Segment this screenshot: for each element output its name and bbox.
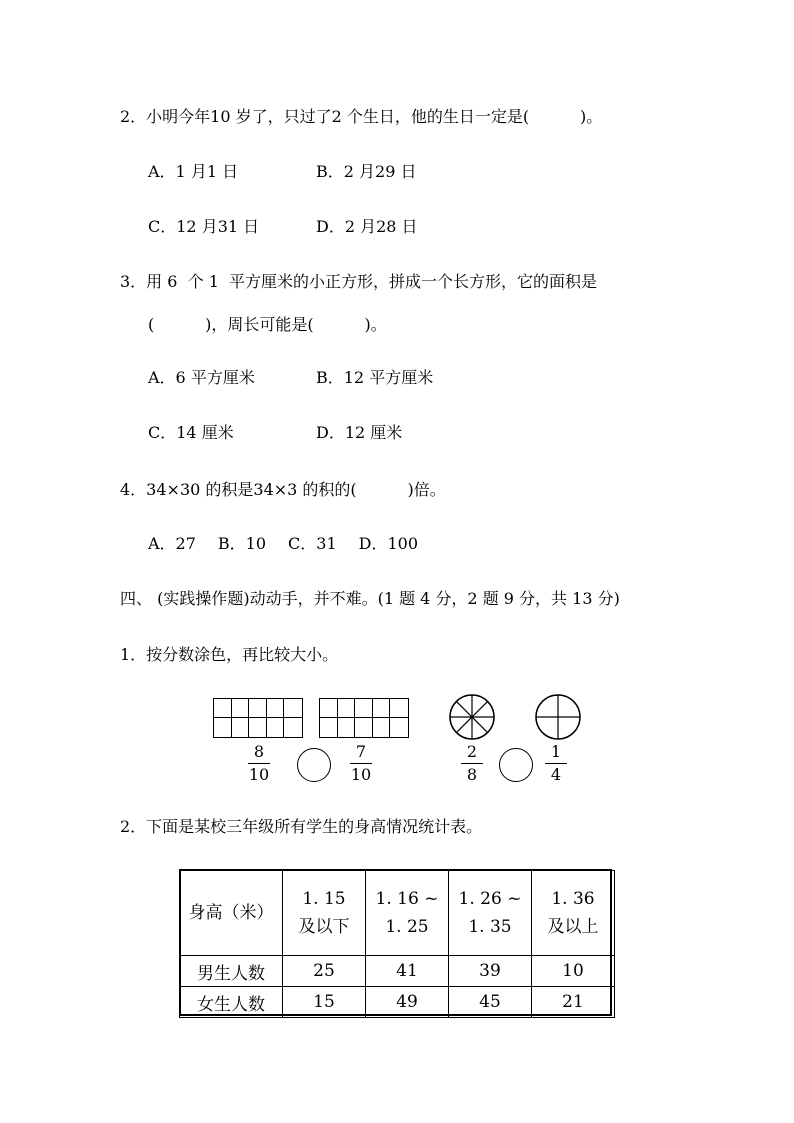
question-2-option-b: B．2 月29 日 — [316, 162, 417, 181]
fraction-denominator: 10 — [350, 765, 372, 784]
fraction-denominator: 4 — [550, 765, 562, 784]
question-4-option-c: C．31 — [288, 534, 337, 553]
question-2-stem: 2．小明今年10 岁了，只过了2 个生日，他的生日一定是( )。 — [120, 107, 603, 126]
fraction-denominator: 8 — [466, 765, 478, 784]
fraction-bar — [545, 763, 567, 764]
table-cell: 15 — [283, 987, 366, 1018]
question-2-option-d: D．2 月28 日 — [316, 217, 418, 236]
question-3-option-d: D．12 厘米 — [316, 423, 403, 442]
fraction-7-10 — [346, 742, 376, 785]
table-header-cell: 1. 36 及以上 — [532, 871, 615, 956]
circle-quarters[interactable] — [534, 693, 582, 741]
fraction-1-4 — [541, 742, 571, 785]
fraction-bar — [350, 763, 372, 764]
fraction-numerator: 7 — [355, 742, 367, 761]
fraction-numerator: 8 — [253, 742, 265, 761]
fraction-bar — [461, 763, 483, 764]
question-3-option-c: C．14 厘米 — [148, 423, 234, 442]
question-4-option-a: A．27 — [148, 534, 196, 553]
question-3-option-b: B．12 平方厘米 — [316, 368, 434, 387]
question-2-option-a: A．1 月1 日 — [148, 162, 239, 181]
question-3-stem-line-2: ( )，周长可能是( )。 — [148, 315, 387, 334]
table-row — [180, 956, 615, 987]
rectangle-tenths-1[interactable] — [213, 698, 303, 738]
compare-circle-1[interactable] — [297, 748, 331, 782]
fraction-8-10 — [244, 742, 274, 785]
question-2-option-c: C．12 月31 日 — [148, 217, 260, 236]
fraction-numerator: 2 — [466, 742, 478, 761]
table-cell: 21 — [532, 987, 615, 1018]
table-cell: 25 — [283, 956, 366, 987]
table-cell: 49 — [366, 987, 449, 1018]
table-header-cell: 1. 26 ~ 1. 35 — [449, 871, 532, 956]
question-4-option-d: D．100 — [358, 534, 419, 553]
circle-eighths[interactable] — [448, 693, 496, 741]
fraction-2-8 — [457, 742, 487, 785]
table-header-row — [180, 871, 615, 956]
question-3-stem-line-1: 3．用 6 个 1 平方厘米的小正方形，拼成一个长方形，它的面积是 — [120, 272, 598, 291]
fraction-denominator: 10 — [248, 765, 270, 784]
table-cell: 39 — [449, 956, 532, 987]
height-statistics-table — [179, 870, 615, 1018]
table-header-cell: 身高（米） — [180, 871, 283, 956]
table-cell: 45 — [449, 987, 532, 1018]
fraction-bar — [248, 763, 270, 764]
fraction-numerator: 1 — [550, 742, 562, 761]
practice-1-stem: 1．按分数涂色，再比较大小。 — [120, 645, 339, 664]
table-cell: 10 — [532, 956, 615, 987]
practice-2-stem: 2．下面是某校三年级所有学生的身高情况统计表。 — [120, 817, 483, 836]
question-3-option-a: A．6 平方厘米 — [148, 368, 255, 387]
compare-circle-2[interactable] — [499, 748, 533, 782]
rectangle-tenths-2[interactable] — [319, 698, 409, 738]
table-cell: 男生人数 — [180, 956, 283, 987]
table-cell: 41 — [366, 956, 449, 987]
question-4-options — [148, 534, 418, 554]
question-4-stem: 4．34×30 的积是34×3 的积的( )倍。 — [120, 480, 446, 499]
section-4-heading: 四、 (实践操作题)动动手，并不难。(1 题 4 分，2 题 9 分，共 13 分) — [120, 589, 620, 608]
table-cell: 女生人数 — [180, 987, 283, 1018]
table-header-cell: 1. 16 ~ 1. 25 — [366, 871, 449, 956]
question-4-option-b: B．10 — [217, 534, 267, 553]
table-header-cell: 1. 15 及以下 — [283, 871, 366, 956]
table-row — [180, 987, 615, 1018]
